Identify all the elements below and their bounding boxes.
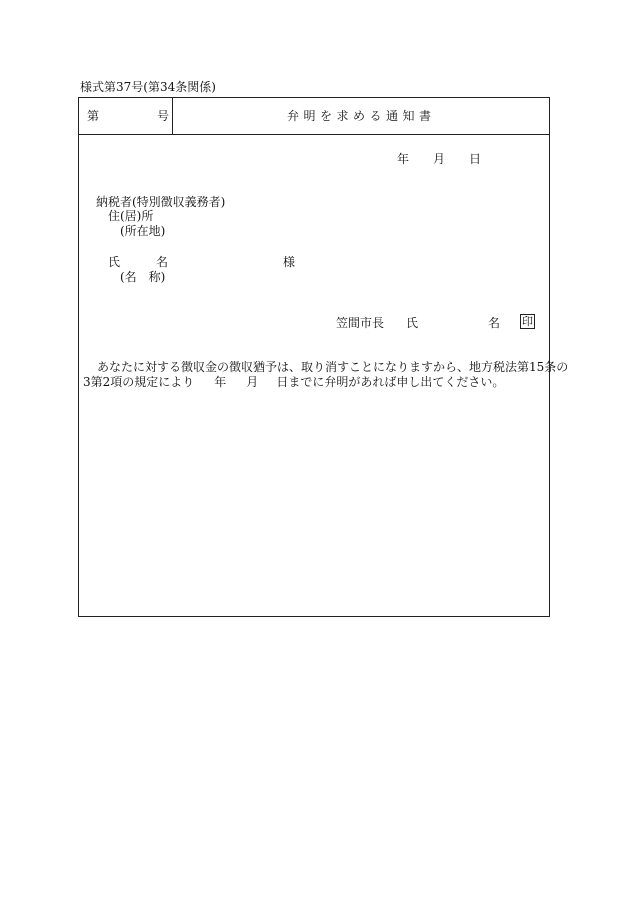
- header-row: [79, 98, 549, 135]
- date-year: 年: [397, 152, 410, 166]
- body-text-line2: [83, 376, 504, 388]
- location-label: (所在地): [120, 224, 166, 238]
- mayor-name-given: 名: [488, 316, 501, 330]
- document-number-suffix: 号: [157, 109, 170, 123]
- date-day: 日: [469, 152, 482, 166]
- name-label-char1: 氏: [108, 255, 121, 269]
- date-line: [373, 153, 481, 165]
- body-text-line1: あなたに対する徴収金の徴収猶予は、取り消すことになりますから、地方税法第15条の: [97, 360, 569, 374]
- body-deadline-year: 年: [214, 375, 227, 389]
- document-number-prefix: 第: [87, 109, 100, 123]
- mayor-title: 笠間市長: [336, 316, 385, 330]
- seal-stamp-box: 印: [522, 315, 533, 328]
- notice-form: [78, 97, 550, 617]
- form-number-label: 様式第37号(第34条関係): [80, 80, 216, 94]
- body-text-line2-b: 日までに弁明があれば申し出てください。: [276, 375, 505, 389]
- body-deadline-month: 月: [246, 375, 259, 389]
- mayor-name-family: 氏: [406, 316, 419, 330]
- name-label-char2: 名: [156, 255, 169, 269]
- org-name-label: (名 称): [120, 270, 166, 284]
- body-text-line2-a: 3第2項の規定により: [83, 375, 195, 389]
- document-title: 弁明を求める通知書: [287, 109, 436, 123]
- date-month: 月: [433, 152, 446, 166]
- honorific-sama: 様: [283, 255, 296, 269]
- address-label: 住(居)所: [108, 209, 154, 223]
- document-number-cell: [79, 98, 173, 134]
- taxpayer-label: 納税者(特別徴収義務者): [96, 195, 226, 209]
